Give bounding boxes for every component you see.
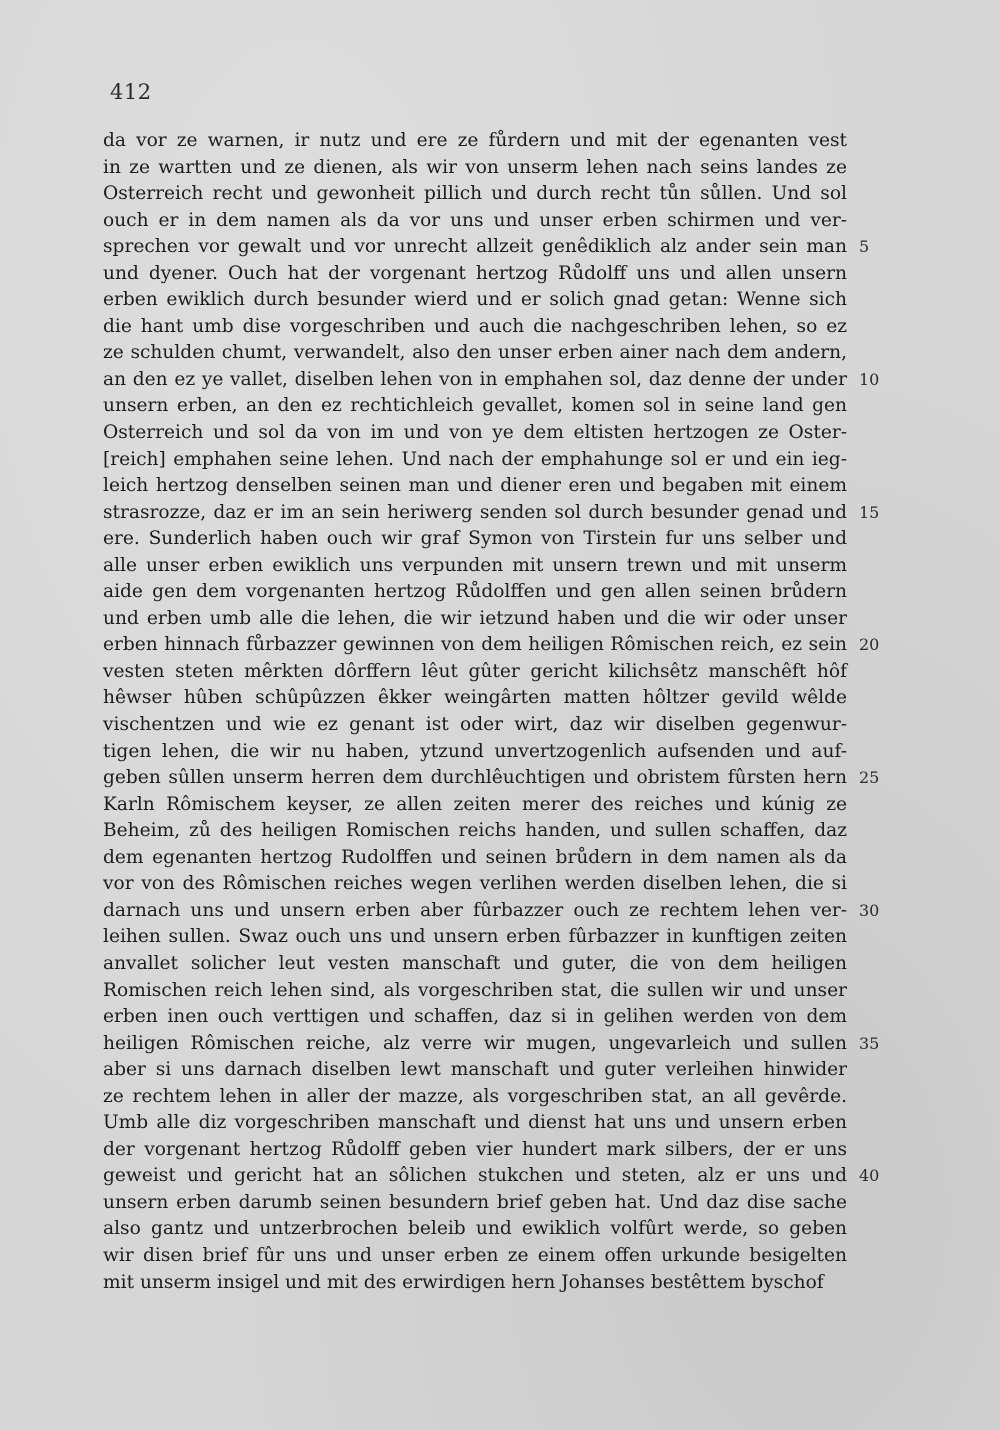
text-line — [103, 685, 847, 712]
line-number: 40 — [859, 1166, 880, 1186]
text-line-content: geweist und gericht hat an sôlichen stukchen und steten, alz er uns und — [103, 1165, 847, 1187]
line-number: 20 — [859, 635, 880, 655]
text-line-content: unsern erben, an den ez rechtichleich gevallet, komen sol in seine land gen — [103, 395, 847, 417]
text-line — [103, 553, 847, 580]
text-line-content: vischentzen und wie ez genant ist oder wirt, daz wir diselben gegenwur- — [103, 714, 847, 736]
text-line — [103, 526, 847, 553]
line-number: 25 — [859, 768, 880, 788]
text-line — [103, 1031, 880, 1058]
text-line — [103, 447, 847, 474]
text-line — [103, 871, 847, 898]
text-line — [103, 340, 847, 367]
text-line-content: Romischen reich lehen sind, als vorgeschriben stat, die sullen wir und unser — [103, 979, 847, 1001]
line-number: 5 — [859, 237, 870, 257]
text-line-content: Osterreich recht und gewonheit pillich und durch recht tůn sůllen. Und sol — [103, 183, 847, 205]
text-line-content: mit unserm insigel und mit des erwirdigen hern Johanses bestêttem byschof — [103, 1271, 824, 1293]
text-line — [103, 1084, 847, 1111]
text-line-content: vesten steten mêrkten dôrffern lêut gûter gericht kilichsêtz manschêft hôf — [103, 660, 847, 682]
text-line-content: unsern erben darumb seinen besundern brief geben hat. Und daz dise sache — [103, 1191, 847, 1213]
text-line — [103, 818, 847, 845]
text-line-content: dem egenanten hertzog Rudolffen und seinen brůdern in dem namen als da — [103, 846, 847, 868]
text-line — [103, 659, 847, 686]
line-number: 10 — [859, 369, 880, 389]
text-line — [103, 1137, 847, 1164]
text-line — [103, 712, 847, 739]
text-line — [103, 208, 847, 235]
text-line — [103, 420, 847, 447]
text-line-content: erben ewiklich durch besunder wierd und er solich gnad getan: Wenne sich — [103, 289, 847, 311]
line-number: 35 — [859, 1033, 880, 1053]
text-line — [103, 1243, 847, 1270]
text-line — [103, 1190, 847, 1217]
text-line — [103, 924, 847, 951]
text-line — [103, 606, 847, 633]
text-line — [103, 1004, 847, 1031]
text-line-content: in ze wartten und ze dienen, als wir von unserm lehen nach seins landes ze — [103, 156, 847, 178]
text-line-content: hêwser hûben schûpûzzen êkker weingârten matten hôltzer gevild wêlde — [103, 687, 847, 709]
page-number: 412 — [110, 80, 152, 104]
text-line — [103, 951, 847, 978]
text-line — [103, 845, 847, 872]
text-line — [103, 978, 847, 1005]
text-line-content: Umb alle diz vorgeschriben manschaft und dienst hat uns und unsern erben — [103, 1112, 847, 1134]
text-line — [103, 579, 847, 606]
text-line-content: Karln Rômischem keyser, ze allen zeiten merer des reiches und kúnig ze — [103, 793, 847, 815]
text-line — [103, 1216, 847, 1243]
text-line-content: erben hinnach fůrbazzer gewinnen von dem heiligen Rômischen reich, ez sein — [103, 634, 847, 656]
text-line — [103, 1163, 880, 1190]
text-line — [103, 632, 880, 659]
text-line-content: ze rechtem lehen in aller der mazze, als vorgeschriben stat, an all gevêrde. — [103, 1085, 847, 1107]
text-line-content: sprechen vor gewalt und vor unrecht allzeit genêdiklich alz ander sein man — [103, 236, 847, 258]
text-line-content: geben sûllen unserm herren dem durchlêuchtigen und obristem fûrsten hern — [103, 767, 847, 789]
text-line — [103, 473, 847, 500]
text-line — [103, 739, 847, 766]
text-line-content: heiligen Rômischen reiche, alz verre wir mugen, ungevarleich und sullen — [103, 1032, 847, 1054]
text-line — [103, 792, 847, 819]
line-number: 15 — [859, 502, 880, 522]
text-line — [103, 500, 880, 527]
text-line-content: und dyener. Ouch hat der vorgenant hertzog Růdolff uns und allen unsern — [103, 262, 847, 284]
text-line-content: leich hertzog denselben seinen man und diener eren und begaben mit einem — [103, 475, 847, 497]
text-line — [103, 261, 847, 288]
body-text — [103, 128, 880, 1296]
text-line — [103, 181, 847, 208]
text-line — [103, 765, 880, 792]
text-line-content: vor von des Rômischen reiches wegen verlihen werden diselben lehen, die si — [103, 873, 847, 895]
text-line-content: darnach uns und unsern erben aber fûrbazzer ouch ze rechtem lehen ver- — [103, 899, 847, 921]
text-line — [103, 393, 847, 420]
text-line-content: wir disen brief fûr uns und unser erben ze einem offen urkunde besigelten — [103, 1244, 847, 1266]
text-line — [103, 314, 847, 341]
text-line-content: der vorgenant hertzog Růdolff geben vier hundert mark silbers, der er uns — [103, 1138, 847, 1160]
text-line — [103, 155, 847, 182]
text-line-content: tigen lehen, die wir nu haben, ytzund unvertzogenlich aufsenden und auf- — [103, 740, 847, 762]
text-line-content: erben inen ouch verttigen und schaffen, daz si in gelihen werden von dem — [103, 1006, 847, 1028]
text-line — [103, 287, 847, 314]
text-line-content: alle unser erben ewiklich uns verpunden mit unsern trewn und mit unserm — [103, 554, 847, 576]
text-line-content: ze schulden chumt, verwandelt, also den unser erben ainer nach dem andern, — [103, 342, 847, 364]
text-line-content: da vor ze warnen, ir nutz und ere ze fůrdern und mit der egenanten vest — [103, 130, 847, 151]
text-line-content: ouch er in dem namen als da vor uns und unser erben schirmen und ver- — [103, 209, 847, 231]
text-line — [103, 898, 880, 925]
text-line-content: und erben umb alle die lehen, die wir ietzund haben und die wir oder unser — [103, 607, 847, 629]
text-line-content: anvallet solicher leut vesten manschaft und guter, die von dem heiligen — [103, 952, 847, 974]
text-line — [103, 367, 880, 394]
text-line — [103, 128, 847, 155]
text-line-content: ere. Sunderlich haben ouch wir graf Symon von Tirstein fur uns selber und — [103, 528, 847, 550]
text-line — [103, 234, 870, 261]
text-line-content: [reich] emphahen seine lehen. Und nach der emphahunge sol er und ein ieg- — [103, 448, 847, 470]
text-line-content: Osterreich und sol da von im und von ye dem eltisten hertzogen ze Oster- — [103, 422, 847, 444]
text-line — [103, 1270, 847, 1297]
text-line-content: strasrozze, daz er im an sein heriwerg senden sol durch besunder genad und — [103, 501, 847, 523]
text-line-content: aber si uns darnach diselben lewt manschaft und guter verleihen hinwider — [103, 1059, 847, 1081]
text-line-content: leihen sullen. Swaz ouch uns und unsern erben fûrbazzer in kunftigen zeiten — [103, 926, 847, 948]
text-line-content: an den ez ye vallet, diselben lehen von in emphahen sol, daz denne der under — [103, 368, 847, 390]
line-number: 30 — [859, 900, 880, 920]
text-line-content: aide gen dem vorgenanten hertzog Růdolffen und gen allen seinen brůdern — [103, 581, 847, 603]
text-line — [103, 1110, 847, 1137]
text-line-content: die hant umb dise vorgeschriben und auch die nachgeschriben lehen, so ez — [103, 315, 847, 337]
text-line-content: Beheim, zů des heiligen Romischen reichs handen, und sullen schaffen, daz — [103, 820, 847, 842]
text-line-content: also gantz und untzerbrochen beleib und ewiklich volfûrt werde, so geben — [103, 1218, 847, 1240]
text-line — [103, 1057, 847, 1084]
